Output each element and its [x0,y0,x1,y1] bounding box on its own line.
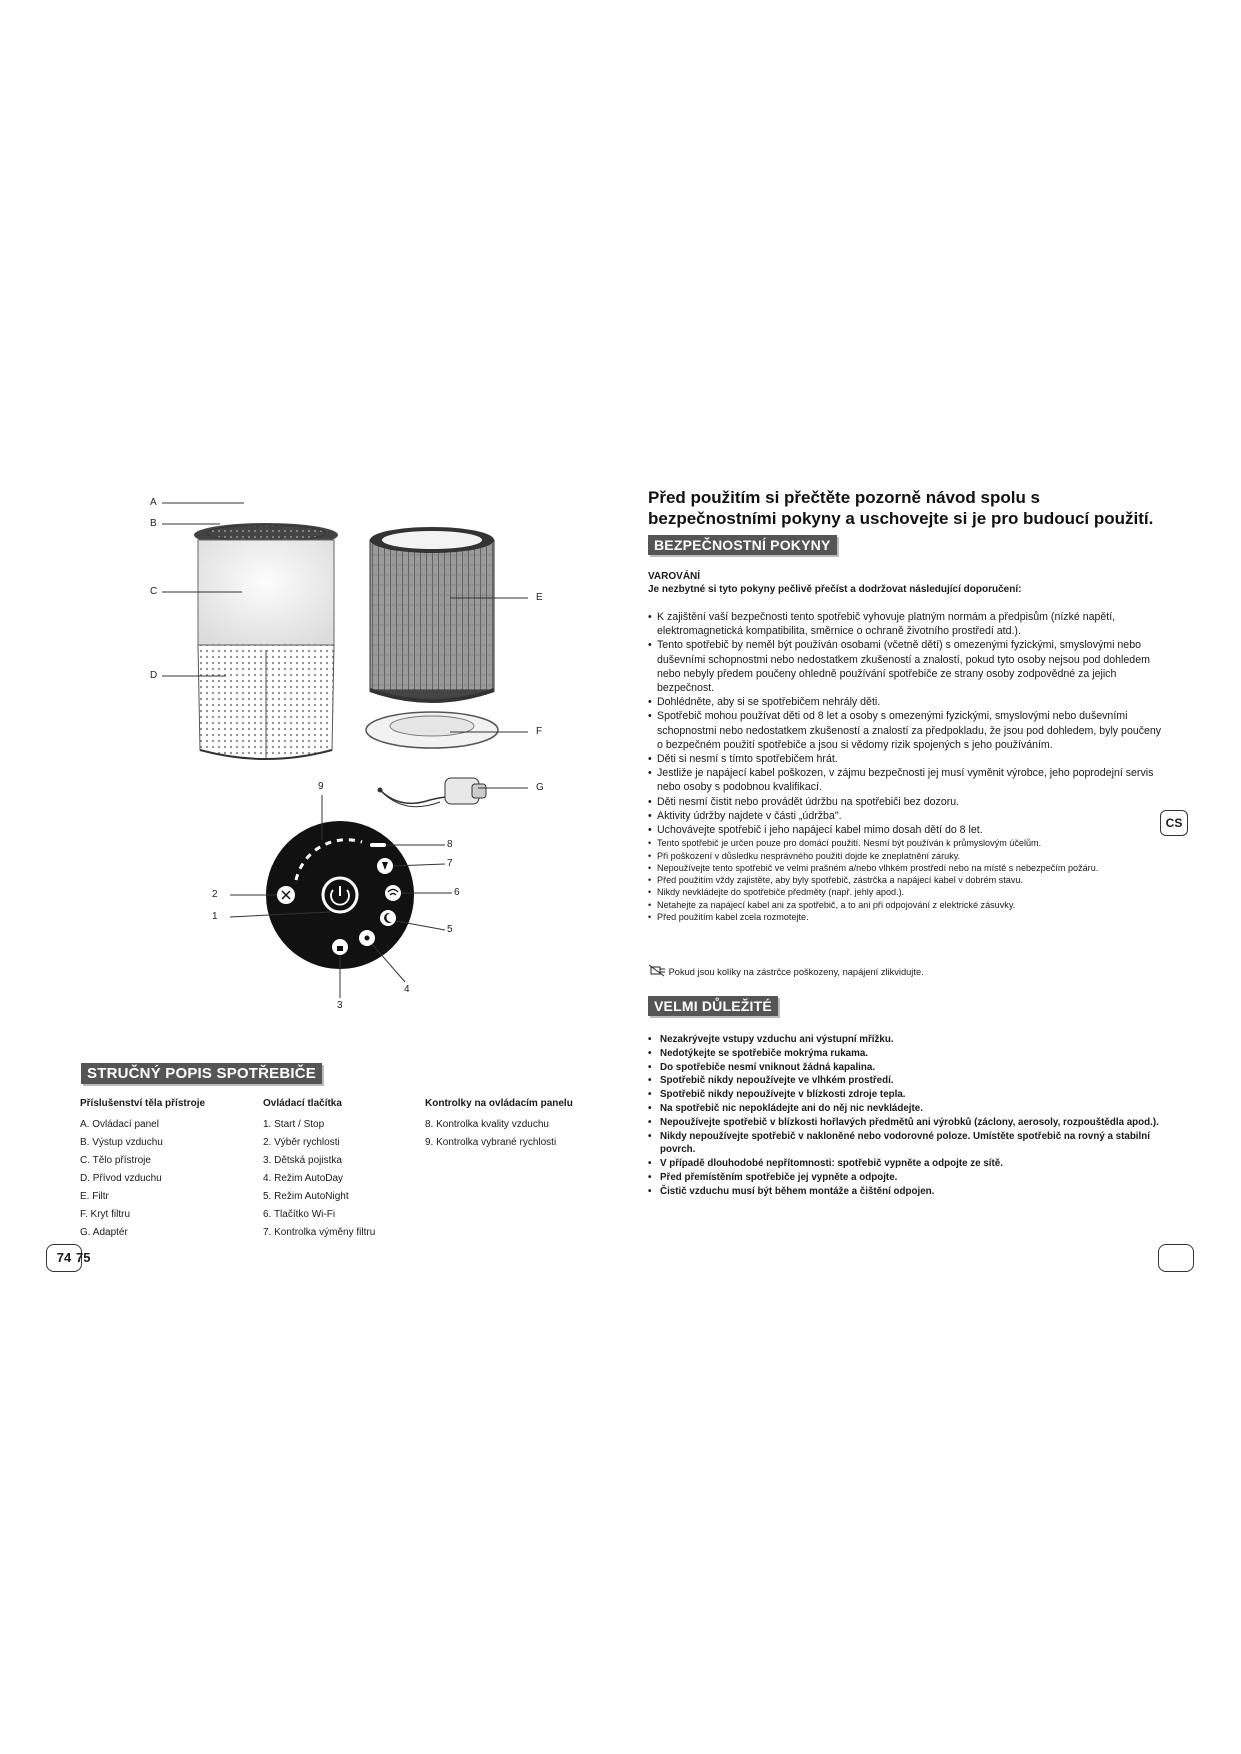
purifier-body [194,523,338,760]
label-b: B [150,518,157,529]
label-g: G [536,782,544,793]
list-item: 5. Režim AutoNight [263,1191,349,1202]
list-item: • Dohlédněte, aby si se spotřebičem nehrály děti. [648,695,1168,709]
list-item: F. Kryt filtru [80,1209,131,1220]
description-banner: STRUČNÝ POPIS SPOTŘEBIČE [81,1063,322,1084]
label-2: 2 [212,889,218,900]
list-item: • Jestliže je napájecí kabel poškozen, v zájmu bezpečnosti jej musí vyměnit výrobce, jeho poprodejní servis nebo osoby s podobnou kvalifikací. [648,766,1168,794]
list-item: B. Výstup vzduchu [80,1137,163,1148]
list-item: • Nezakrývejte vstupy vzduchu ani výstupní mřížku. [648,1033,1168,1047]
left-page-number: 74 [56,1250,72,1265]
list-item: • V případě dlouhodobé nepřítomnosti: spotřebič vypněte a odpojte ze sítě. [648,1157,1168,1171]
list-item: G. Adaptér [80,1227,128,1238]
list-item: • Děti si nesmí s tímto spotřebičem hrát. [648,752,1168,766]
label-e: E [536,592,543,603]
list-item: 4. Režim AutoDay [263,1173,344,1184]
label-d: D [150,670,158,681]
label-a: A [150,497,157,508]
list-item: • Tento spotřebič by neměl být používán osobami (včetně dětí) s omezenými fyzickými, smyslovými nebo duševními schopnostmi nebo nedostatkem zkušeností a znalostí, pokud tyto osoby nejsou pod dohledem nebo nebyly předem poučeny ohledně používání spotřebiče ze strany osoby zodpovědné za jejich bezpečnost. [648,638,1168,695]
indicators-heading: Kontrolky na ovládacím panelu [425,1098,573,1109]
important-banner: VELMI DŮLEŽITÉ [648,996,778,1016]
list-item: • Na spotřebič nic nepokládejte ani do něj nic nevkládejte. [648,1102,1168,1116]
list-item: • Do spotřebiče nesmí vniknout žádná kapalina. [648,1061,1168,1075]
label-8: 8 [447,839,453,850]
list-item: • Nedotýkejte se spotřebiče mokrýma rukama. [648,1047,1168,1061]
list-item: 3. Dětská pojistka [263,1155,342,1166]
list-item: • Čistič vzduchu musí být během montáže a čištění odpojen. [648,1185,1168,1199]
list-item: • Děti nesmí čistit nebo provádět údržbu na spotřebiči bez dozoru. [648,795,1168,809]
list-item: 7. Kontrolka výměny filtru [263,1227,376,1238]
control-panel [266,821,414,969]
safety-list [648,610,1168,923]
list-item: A. Ovládací panel [80,1119,159,1130]
list-item: • Aktivity údržby najdete v části „údržba". [648,809,1168,823]
list-item: • Před použitím vždy zajistěte, aby byly spotřebič, zástrčka a napájecí kabel v dobrém stavu. [648,874,1168,886]
warning-intro: Je nezbytné si tyto pokyny pečlivě přečíst a dodržovat následující doporučení: [648,584,1022,595]
plug-note [648,964,924,977]
list-item: • Nepoužívejte spotřebič v blízkosti hořlavých předmětů ani výrobků (záclony, aerosoly, rozpouštědla apod.). [648,1116,1168,1130]
list-item: • Nepoužívejte tento spotřebič ve velmi prašném a/nebo vlhkém prostředí nebo na místě s nebezpečím požáru. [648,862,1168,874]
page-title: Před použitím si přečtěte pozorně návod spolu s bezpečnostními pokyny a uschovejte si je pro budoucí použití. [648,488,1154,528]
label-f: F [536,726,543,737]
list-item: • Spotřebič nikdy nepoužívejte ve vlhkém prostředí. [648,1074,1168,1088]
list-item: E. Filtr [80,1191,109,1202]
list-item: 8. Kontrolka kvality vzduchu [425,1119,549,1130]
warning-heading: VAROVÁNÍ [648,571,701,582]
controls-list [263,1116,375,1242]
label-3: 3 [337,1000,343,1011]
accessories-heading: Příslušenství těla přístroje [80,1098,206,1109]
label-5: 5 [447,924,453,935]
list-item: • Uchovávejte spotřebič i jeho napájecí kabel mimo dosah dětí do 8 let. [648,823,1168,837]
list-item: • Netahejte za napájecí kabel ani za spotřebič, a to ani při odpojování z elektrické zásuvky. [648,899,1168,911]
language-badge: CS [1160,810,1188,836]
list-item: • Tento spotřebič je určen pouze pro domácí použití. Nesmí být používán k průmyslovým účelům. [648,837,1168,849]
filter-cylinder [370,527,494,701]
label-1: 1 [212,911,218,922]
list-item: 1. Start / Stop [263,1119,325,1130]
list-item: 2. Výběr rychlosti [263,1137,340,1148]
indicators-list [425,1116,556,1152]
figure-drawing [0,0,620,1030]
list-item: C. Tělo přístroje [80,1155,151,1166]
accessories-list [80,1116,163,1242]
list-item: 9. Kontrolka vybrané rychlosti [425,1137,557,1148]
list-item: • Nikdy nepoužívejte spotřebič v nakloněné nebo vodorovné poloze. Umístěte spotřebič na rovný a stabilní povrch. [648,1130,1168,1158]
label-c: C [150,586,158,597]
adapter [378,778,487,807]
label-7: 7 [447,858,453,869]
list-item: • Spotřebič nikdy nepoužívejte v blízkosti zdroje tepla. [648,1088,1168,1102]
controls-heading: Ovládací tlačítka [263,1098,342,1109]
right-page-box [1158,1244,1194,1272]
list-item: D. Přívod vzduchu [80,1173,162,1184]
label-4: 4 [404,984,410,995]
list-item: • Před přemístěním spotřebiče jej vypněte a odpojte. [648,1171,1168,1185]
list-item: • Spotřebič mohou používat děti od 8 let a osoby s omezenými fyzickými, smyslovými nebo duševními schopnostmi nebo nedostatkem zkušeností a znalostí za předpokladu, že jsou pod dohledem, byly poučeny o bezpečném použití spotřebiče a jsou si vědomy rizik spojených s jeho používáním. [648,709,1168,752]
list-item: • Při poškození v důsledku nesprávného použití dojde ke zneplatnění záruky. [648,850,1168,862]
list-item: • Nikdy nevkládejte do spotřebiče předměty (např. jehly apod.). [648,886,1168,898]
filter-cover [366,712,498,748]
list-item: 6. Tlačítko Wi-Fi [263,1209,336,1220]
damaged-plug-icon [648,964,666,977]
safety-banner: BEZPEČNOSTNÍ POKYNY [648,535,837,555]
label-6: 6 [454,887,460,898]
plug-note-text: Pokud jsou kolíky na zástrčce poškozeny, napájení zlikvidujte. [668,967,924,977]
important-list [648,1033,1168,1199]
right-page-number: 75 [76,1250,91,1265]
label-9: 9 [318,781,324,792]
list-item: • Před použitím kabel zcela rozmotejte. [648,911,1168,923]
night-mode-icon [380,910,396,926]
list-item: • K zajištění vaší bezpečnosti tento spotřebič vyhovuje platným normám a předpisům (nízké napětí, elektromagnetická kompatibilita, směrnice o ochraně životního prostředí atd.). [648,610,1168,638]
